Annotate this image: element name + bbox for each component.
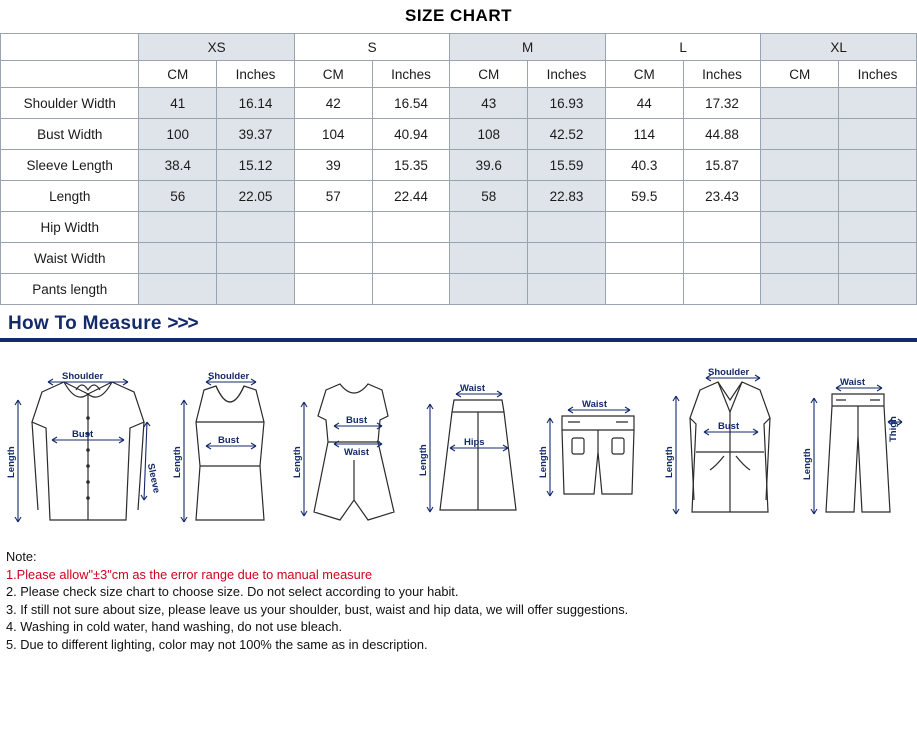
cell-s-in: 22.44 (372, 181, 450, 212)
cell-xs-cm: 56 (139, 181, 217, 212)
label-length: Length (538, 446, 549, 478)
row-label-sleeve-length: Sleeve Length (1, 150, 139, 181)
cell-xl-in (839, 274, 917, 305)
cell-xs-cm (139, 212, 217, 243)
cell-xs-in: 22.05 (217, 181, 295, 212)
cell-xl-in (839, 243, 917, 274)
label-shoulder: Shoulder (708, 367, 750, 378)
table-row (1, 274, 917, 305)
cell-m-in: 15.59 (528, 150, 606, 181)
cell-xs-in (217, 243, 295, 274)
cell-s-in (372, 243, 450, 274)
unit-xs-cm: CM (139, 61, 217, 88)
cell-l-in: 15.87 (683, 150, 761, 181)
measurement-figures (0, 342, 917, 540)
cell-s-in: 16.54 (372, 88, 450, 119)
cell-l-in: 23.43 (683, 181, 761, 212)
cell-xs-in (217, 212, 295, 243)
table-row (1, 88, 917, 119)
unit-l-in: Inches (683, 61, 761, 88)
figure-shorts (534, 360, 660, 540)
cell-l-cm: 40.3 (605, 150, 683, 181)
cell-xl-in (839, 88, 917, 119)
cell-s-in: 40.94 (372, 119, 450, 150)
unit-m-cm: CM (450, 61, 528, 88)
cell-xl-cm (761, 150, 839, 181)
cell-xs-cm (139, 274, 217, 305)
table-row (1, 119, 917, 150)
notes-heading: Note: (6, 549, 37, 564)
cell-m-in (528, 212, 606, 243)
label-length: Length (172, 446, 183, 478)
cell-xs-in: 39.37 (217, 119, 295, 150)
how-to-measure-heading (0, 313, 917, 335)
cell-l-in (683, 274, 761, 305)
label-bust: Bust (72, 429, 94, 440)
cell-xl-cm (761, 181, 839, 212)
size-header-xs: XS (139, 34, 294, 61)
cell-xs-in (217, 274, 295, 305)
cell-l-cm (605, 243, 683, 274)
label-length: Length (292, 446, 303, 478)
cell-m-in: 16.93 (528, 88, 606, 119)
cell-l-cm: 44 (605, 88, 683, 119)
cell-m-cm: 108 (450, 119, 528, 150)
cell-l-in: 17.32 (683, 88, 761, 119)
note-line-3: 3. If still not sure about size, please leave us your shoulder, bust, waist and hip data, we will offer suggestions. (6, 601, 629, 617)
figure-coat (660, 360, 798, 540)
cell-l-cm (605, 274, 683, 305)
cell-m-cm: 43 (450, 88, 528, 119)
cell-xl-cm (761, 243, 839, 274)
cell-s-in (372, 274, 450, 305)
note-line-2: 2. Please check size chart to choose size. Do not select according to your habit. (6, 584, 459, 599)
table-row (1, 243, 917, 274)
note-line-4: 4. Washing in cold water, hand washing, do not use bleach. (6, 619, 343, 634)
cell-xl-in (839, 212, 917, 243)
cell-xl-cm (761, 274, 839, 305)
page-title: SIZE CHART (405, 6, 512, 25)
row-label-waist-width: Waist Width (1, 243, 139, 274)
cell-l-in (683, 243, 761, 274)
cell-m-cm: 39.6 (450, 150, 528, 181)
cell-xs-in: 15.12 (217, 150, 295, 181)
cell-m-in: 42.52 (528, 119, 606, 150)
label-thigh: Thigh (888, 416, 899, 442)
unit-s-in: Inches (372, 61, 450, 88)
cell-m-cm (450, 212, 528, 243)
cell-m-cm (450, 243, 528, 274)
corner-cell (1, 34, 139, 61)
cell-xl-cm (761, 119, 839, 150)
label-bust: Bust (718, 421, 740, 432)
cell-xl-in (839, 181, 917, 212)
cell-s-cm (294, 212, 372, 243)
label-length: Length (802, 448, 813, 480)
unit-header-row (1, 61, 917, 88)
label-shoulder: Shoulder (208, 371, 250, 382)
cell-s-cm: 39 (294, 150, 372, 181)
figure-skirt (416, 360, 534, 540)
arrows-icon: >>> (167, 313, 198, 334)
cell-s-in (372, 212, 450, 243)
cell-s-cm: 42 (294, 88, 372, 119)
how-to-measure-label: How To Measure (8, 313, 162, 334)
cell-s-cm: 104 (294, 119, 372, 150)
cell-m-in: 22.83 (528, 181, 606, 212)
cell-xs-cm (139, 243, 217, 274)
how-to-measure-section (0, 313, 917, 540)
cell-xl-in (839, 150, 917, 181)
cell-xs-cm: 38.4 (139, 150, 217, 181)
label-length: Length (6, 446, 17, 478)
cell-l-cm: 114 (605, 119, 683, 150)
unit-m-in: Inches (528, 61, 606, 88)
label-waist: Waist (460, 383, 485, 394)
cell-xs-in: 16.14 (217, 88, 295, 119)
row-label-hip-width: Hip Width (1, 212, 139, 243)
label-waist: Waist (582, 399, 607, 410)
label-waist: Waist (344, 447, 369, 458)
cell-m-cm (450, 274, 528, 305)
cell-xs-cm: 41 (139, 88, 217, 119)
unit-s-cm: CM (294, 61, 372, 88)
cell-s-cm: 57 (294, 181, 372, 212)
cell-m-in (528, 274, 606, 305)
label-hips: Hips (464, 437, 485, 448)
note-line-5: 5. Due to different lighting, color may not 100% the same as in description. (6, 636, 428, 652)
figure-flared-dress (290, 360, 416, 540)
cell-m-in (528, 243, 606, 274)
table-row (1, 212, 917, 243)
cell-l-cm (605, 212, 683, 243)
label-shoulder: Shoulder (62, 371, 104, 382)
table-row (1, 181, 917, 212)
cell-xs-cm: 100 (139, 119, 217, 150)
label-length: Length (664, 446, 675, 478)
size-header-m: M (450, 34, 605, 61)
unit-xl-cm: CM (761, 61, 839, 88)
cell-l-cm: 59.5 (605, 181, 683, 212)
cell-s-in: 15.35 (372, 150, 450, 181)
cell-xl-in (839, 119, 917, 150)
unit-xl-in: Inches (839, 61, 917, 88)
cell-s-cm (294, 243, 372, 274)
figure-blouse (4, 360, 172, 540)
cell-l-in: 44.88 (683, 119, 761, 150)
size-chart-table (0, 33, 917, 305)
cell-m-cm: 58 (450, 181, 528, 212)
unit-l-cm: CM (605, 61, 683, 88)
size-header-s: S (294, 34, 449, 61)
label-bust: Bust (346, 415, 368, 426)
note-line-1: 1.Please allow"±3"cm as the error range due to manual measure (6, 566, 373, 582)
cell-xl-cm (761, 88, 839, 119)
label-length: Length (418, 444, 429, 476)
row-label-bust-width: Bust Width (1, 119, 139, 150)
cell-s-cm (294, 274, 372, 305)
figure-tank-top (172, 360, 290, 540)
figure-pants (798, 360, 914, 540)
label-sleeve: Sleeve (144, 462, 162, 495)
notes-section (0, 540, 917, 653)
cell-l-in (683, 212, 761, 243)
size-header-row (1, 34, 917, 61)
table-row (1, 150, 917, 181)
unit-xs-in: Inches (217, 61, 295, 88)
row-label-shoulder-width: Shoulder Width (1, 88, 139, 119)
cell-xl-cm (761, 212, 839, 243)
label-waist: Waist (840, 377, 865, 388)
size-header-l: L (605, 34, 760, 61)
label-bust: Bust (218, 435, 240, 446)
row-label-pants-length: Pants length (1, 274, 139, 305)
size-header-xl: XL (761, 34, 917, 61)
unit-corner-cell (1, 61, 139, 88)
row-label-length: Length (1, 181, 139, 212)
